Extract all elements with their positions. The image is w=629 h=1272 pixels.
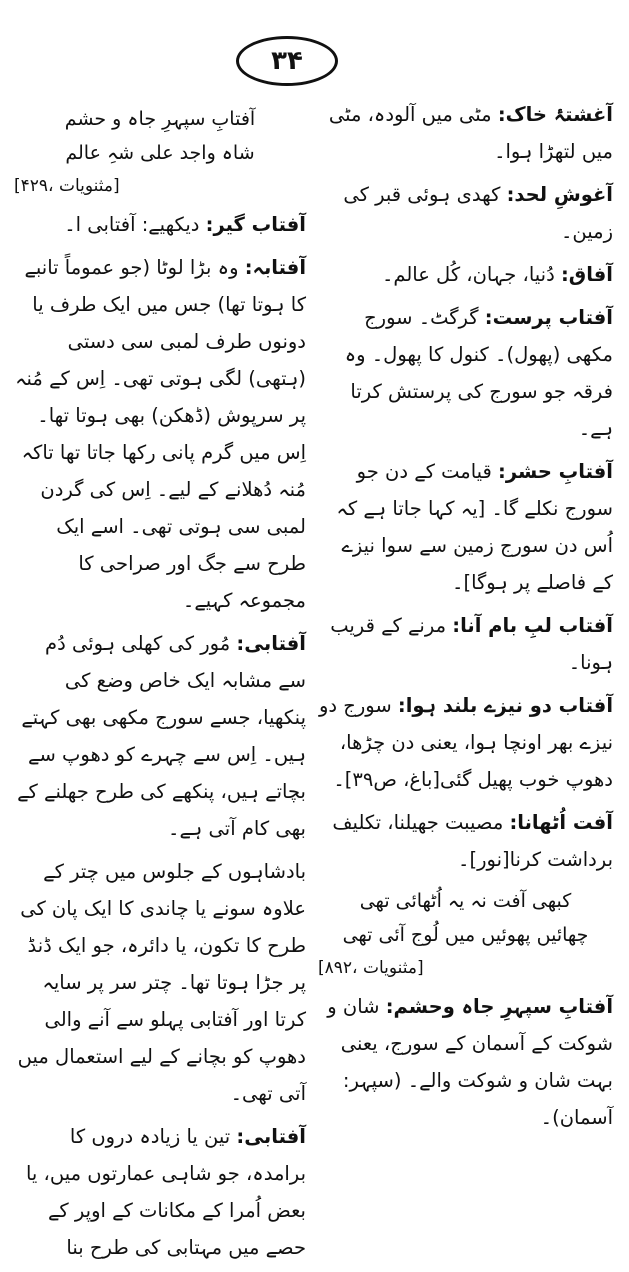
dictionary-entry	[14, 206, 306, 243]
poem-reference	[318, 954, 613, 982]
poem-line: آفتابِ سپہرِ جاہ و حشم	[64, 108, 256, 130]
entry-headword: آفتابِ سپہرِ جاہ وحشم:	[385, 995, 613, 1018]
dictionary-entry	[14, 853, 306, 1112]
entry-definition: کھدی ہوئی قبر کی زمین۔	[343, 183, 613, 243]
page-number-badge	[236, 36, 338, 86]
dictionary-entry	[318, 988, 613, 1136]
dictionary-entry	[318, 687, 613, 798]
reference-text: [مثنویات ،۴۲۹]	[14, 176, 120, 196]
entry-definition: مصیبت جھیلنا، تکلیف برداشت کرنا[نور]۔	[332, 811, 613, 871]
entry-definition: وہ بڑا لوٹا (جو عموماً تانبے کا ہوتا تھا) جس میں ایک طرف یا دونوں طرف لمبی سی دستی (ہتھی) لگی ہوتی تھی۔ اِس کے مُنہ پر سرپوش (ڈھکن) بھی ہوتا تھا۔ اِس میں گرم پانی رکھا جاتا تھا تاکہ مُنہ دُھلانے کے لیے۔ اِس کی گردن لمبی سی ہوتی تھی۔ اسے ایک طرح سے جگ اور صراحی کا مجموعہ کہیے۔	[15, 256, 306, 612]
poem-reference	[14, 172, 306, 200]
entry-headword: آفتابی:	[236, 1125, 306, 1148]
entry-headword: آفتاب لبِ بام آنا:	[452, 614, 613, 637]
page-number: ۳۴	[271, 46, 303, 76]
entry-definition: سورج دو نیزے بھر اونچا ہوا، یعنی دن چڑھا، دھوپ خوب پھیل گئی[باغ، ص۳۹]۔	[318, 694, 613, 791]
left-column	[14, 96, 306, 1272]
entry-headword: آفت اُٹھانا:	[509, 811, 613, 834]
dictionary-entry	[318, 96, 613, 170]
entry-headword: آفتابہ:	[244, 256, 306, 279]
entry-headword: آغشتۂ خاک:	[497, 103, 613, 126]
entry-headword: آفتاب دو نیزے بلند ہوا:	[397, 694, 613, 717]
entry-definition: مُور کی کھلی ہوئی دُم سے مشابہ ایک خاص وضع کی پنکھیا، جسے سورج مکھی بھی کہتے ہیں۔ اِس سے چہرے کو دھوپ سے بچاتے ہیں، پنکھے کی طرح جھلنے کے بھی کام آتی ہے۔	[17, 632, 306, 840]
poem-couplet	[14, 102, 306, 170]
entry-headword: آفتاب پرست:	[484, 306, 613, 329]
entry-definition: مرنے کے قریب ہونا۔	[330, 614, 613, 674]
entry-definition: شان و شوکت کے آسمان کے سورج، یعنی بہت شان و شوکت والے۔ (سپہر: آسمان)۔	[327, 995, 613, 1129]
entry-headword: آفتابِ حشر:	[498, 460, 613, 483]
entry-definition: دُنیا، جہان، کُل عالم۔	[381, 263, 561, 286]
poem-line: کبھی آفت نہ یہ اُٹھائی تھی	[359, 890, 572, 912]
entry-definition: قیامت کے دن جو سورج نکلے گا۔ [یہ کہا جاتا ہے کہ اُس دن سورج زمین سے سوا نیزے کے فاصلے پر ہوگا]۔	[336, 460, 613, 594]
entry-headword: آفتاب گیر:	[205, 213, 306, 236]
entry-headword: آغوشِ لحد:	[506, 183, 613, 206]
entry-definition: تین یا زیادہ دروں کا برامدہ، جو شاہی عمارتوں میں، یا بعض اُمرا کے مکانات کے اوپر کے حصے میں مہتابی کی طرح بنا	[25, 1125, 306, 1259]
dictionary-entry	[14, 249, 306, 619]
dictionary-entry	[14, 625, 306, 847]
reference-text: [مثنویات ،۸۹۲]	[318, 958, 424, 978]
entry-definition: دیکھیے: آفتابی ا۔	[64, 213, 206, 236]
dictionary-entry	[14, 1118, 306, 1266]
entry-definition: مٹی میں آلودہ، مٹی میں لتھڑا ہوا۔	[328, 103, 613, 163]
entry-headword: آفاق:	[560, 263, 613, 286]
dictionary-entry	[318, 176, 613, 250]
dictionary-entry	[318, 607, 613, 681]
entry-definition: بادشاہوں کے جلوس میں چتر کے علاوہ سونے یا چاندی کا ایک پان کی طرح کا تکون، یا دائرہ، جو ایک ڈنڈ پر جڑا ہوتا تھا۔ چتر سر پر سایہ کرتا اور آفتابی پہلو سے آنے والی دھوپ کو بچانے کے لیے استعمال میں آتی تھی۔	[17, 860, 306, 1105]
poem-line: شاہ واجد علی شہِ عالم	[65, 142, 255, 164]
right-column	[318, 96, 613, 1142]
entry-definition: گرگٹ۔ سورج مکھی (پھول)۔ کنول کا پھول۔ وہ فرقہ جو سورج کی پرستش کرتا ہے۔	[344, 306, 613, 440]
dictionary-entry	[318, 299, 613, 447]
poem-couplet	[318, 884, 613, 952]
poem-line: چھائیں پھوئیں میں لُوج آئی تھی	[342, 924, 589, 946]
dictionary-entry	[318, 804, 613, 878]
dictionary-entry	[318, 256, 613, 293]
dictionary-entry	[318, 453, 613, 601]
entry-headword: آفتابی:	[236, 632, 306, 655]
